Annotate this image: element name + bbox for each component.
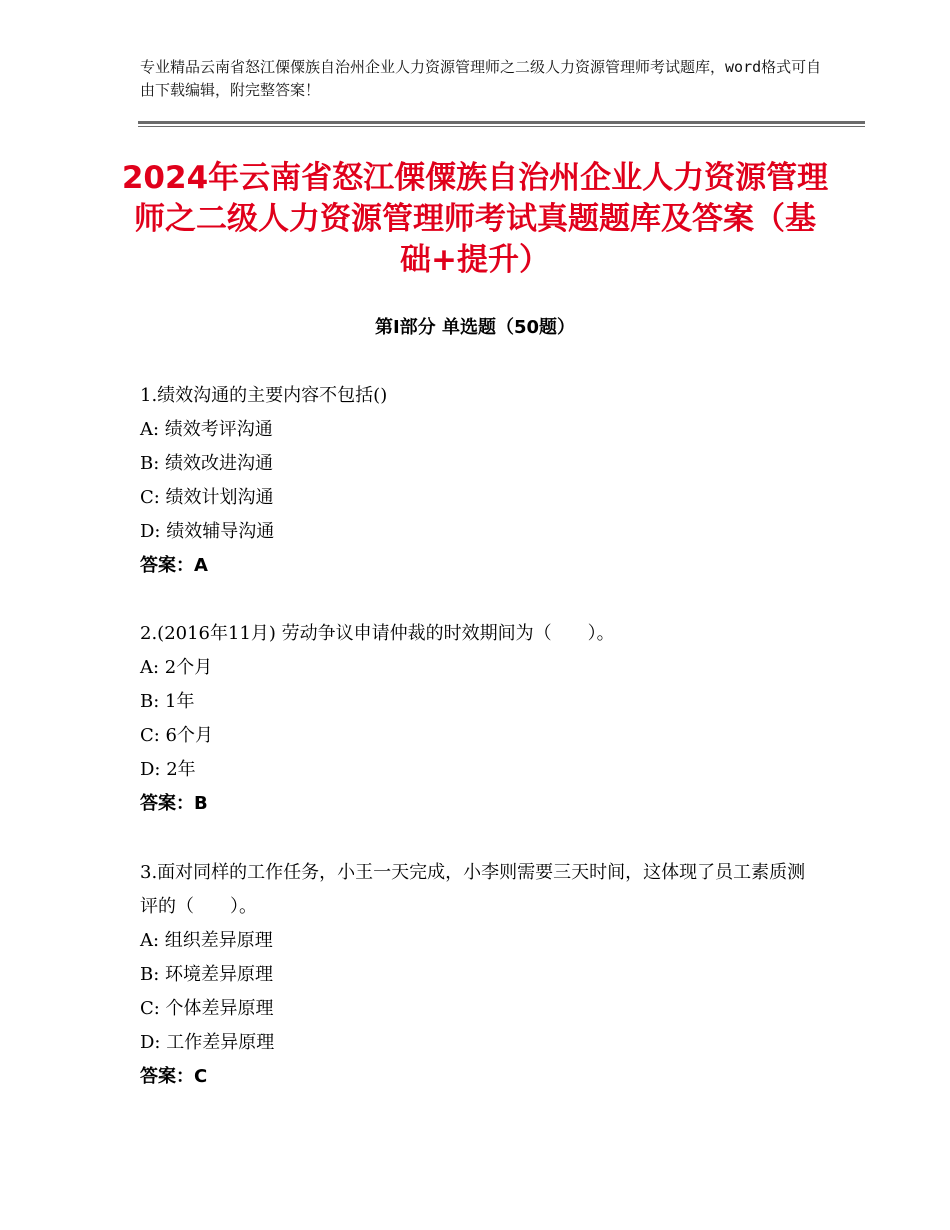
question-2 — [140, 617, 820, 821]
option-d: D: 工作差异原理 — [140, 1032, 275, 1053]
option-b: B: 1年 — [140, 691, 195, 712]
option-c: C: 个体差异原理 — [140, 998, 274, 1019]
answer: 答案：C — [140, 1066, 208, 1087]
question-stem: 1.绩效沟通的主要内容不包括() — [140, 385, 388, 406]
document-title: 2024年云南省怒江傈僳族自治州企业人力资源管理师之二级人力资源管理师考试真题题库及答案（基础+提升） — [121, 160, 829, 278]
header-divider-thick — [138, 121, 865, 124]
option-a: A: 2个月 — [140, 657, 213, 678]
option-b: B: 绩效改进沟通 — [140, 453, 274, 474]
header-divider-thin — [138, 126, 865, 127]
section-heading: 第Ⅰ部分 单选题（50题） — [374, 317, 575, 338]
question-1 — [140, 379, 820, 583]
option-a: A: 绩效考评沟通 — [140, 419, 273, 440]
answer: 答案：B — [140, 793, 208, 814]
option-b: B: 环境差异原理 — [140, 964, 274, 985]
question-stem: 2.(2016年11月) 劳动争议申请仲裁的时效期间为（ ）。 — [140, 623, 615, 644]
option-c: C: 6个月 — [140, 725, 214, 746]
option-c: C: 绩效计划沟通 — [140, 487, 274, 508]
question-3 — [140, 856, 820, 1094]
option-d: D: 绩效辅导沟通 — [140, 521, 275, 542]
question-stem: 3.面对同样的工作任务，小王一天完成，小李则需要三天时间，这体现了员工素质测评的（ ）。 — [140, 862, 806, 917]
header-note: 专业精品云南省怒江傈僳族自治州企业人力资源管理师之二级人力资源管理师考试题库，word格式可自由下载编辑，附完整答案！ — [140, 58, 822, 99]
option-a: A: 组织差异原理 — [140, 930, 273, 951]
answer: 答案：A — [140, 555, 208, 576]
option-d: D: 2年 — [140, 759, 196, 780]
